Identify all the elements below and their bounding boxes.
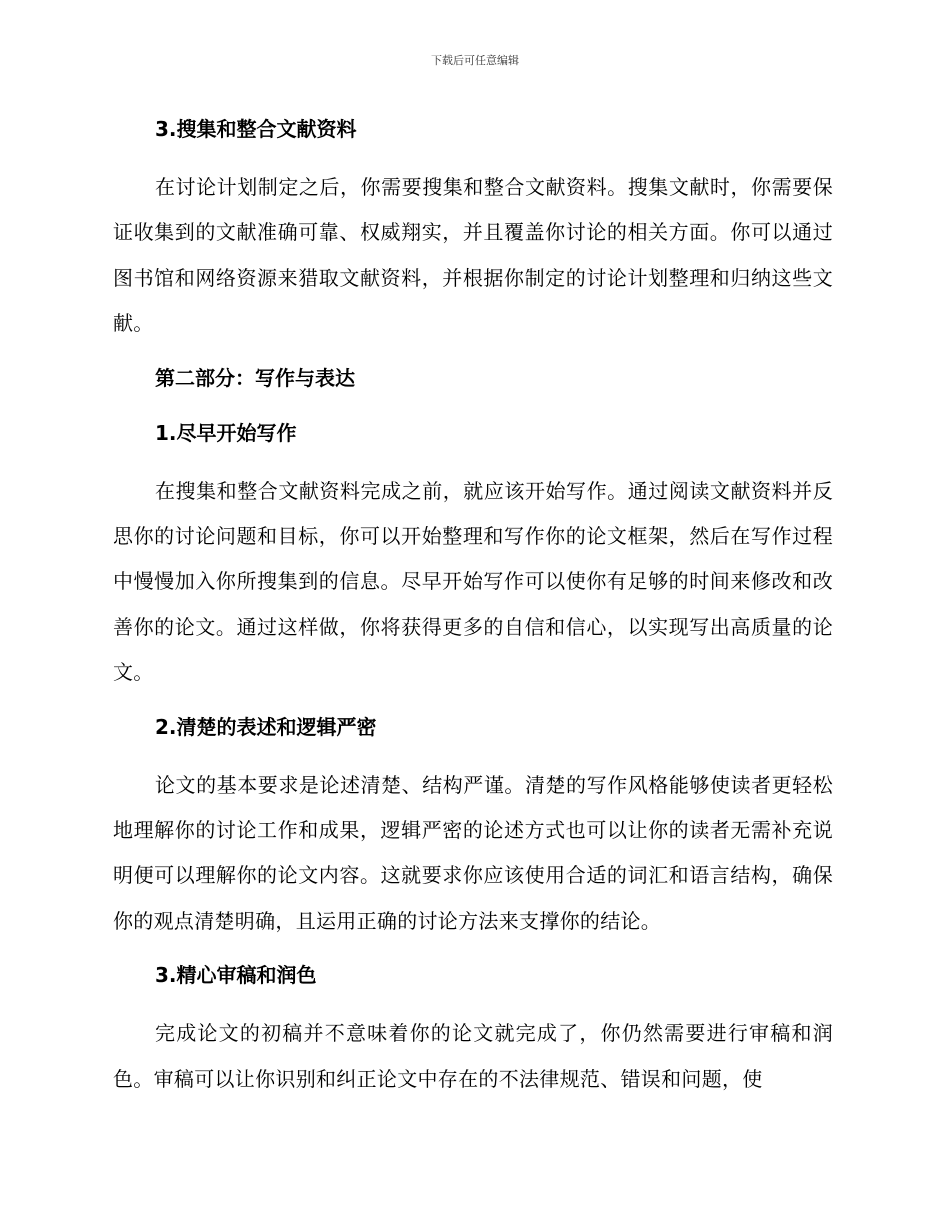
part-heading-writing-expression: 第二部分：写作与表达 [155,365,355,390]
section-heading-collect-literature: 3.搜集和整合文献资料 [155,117,357,141]
section-heading-start-writing-early: 1.尽早开始写作 [155,420,297,445]
paragraph-collect-literature: 在讨论计划制定之后，你需要搜集和整合文献资料。搜集文献时，你需要保证收集到的文献准确可靠、权威翔实，并且覆盖你讨论的相关方面。你可以通过图书馆和网络资源来猎取文献资料，并根据你制定的讨论计划整理和归纳这些文献。 [113,175,833,336]
section-heading-review-polish: 3.精心审稿和润色 [155,963,317,988]
paragraph-clear-logical: 论文的基本要求是论述清楚、结构严谨。清楚的写作风格能够使读者更轻松地理解你的讨论工作和成果，逻辑严密的论述方式也可以让你的读者无需补充说明便可以理解你的论文内容。这就要求你应该使用合适的词汇和语言结构，确保你的观点清楚明确，且运用正确的讨论方法来支撑你的结论。 [113,772,833,933]
page-header: 下载后可任意编辑 [431,54,519,67]
section-heading-clear-logical: 2.清楚的表述和逻辑严密 [155,714,377,739]
paragraph-start-writing-early: 在搜集和整合文献资料完成之前，就应该开始写作。通过阅读文献资料并反思你的讨论问题和目标，你可以开始整理和写作你的论文框架，然后在写作过程中慢慢加入你所搜集到的信息。尽早开始写作可以使你有足够的时间来修改和改善你的论文。通过这样做，你将获得更多的自信和信心，以实现写出高质量的论文。 [113,478,833,685]
paragraph-review-polish: 完成论文的初稿并不意味着你的论文就完成了，你仍然需要进行审稿和润色。审稿可以让你识别和纠正论文中存在的不法律规范、错误和问题，使 [113,1021,833,1091]
document-body [113,110,833,1114]
